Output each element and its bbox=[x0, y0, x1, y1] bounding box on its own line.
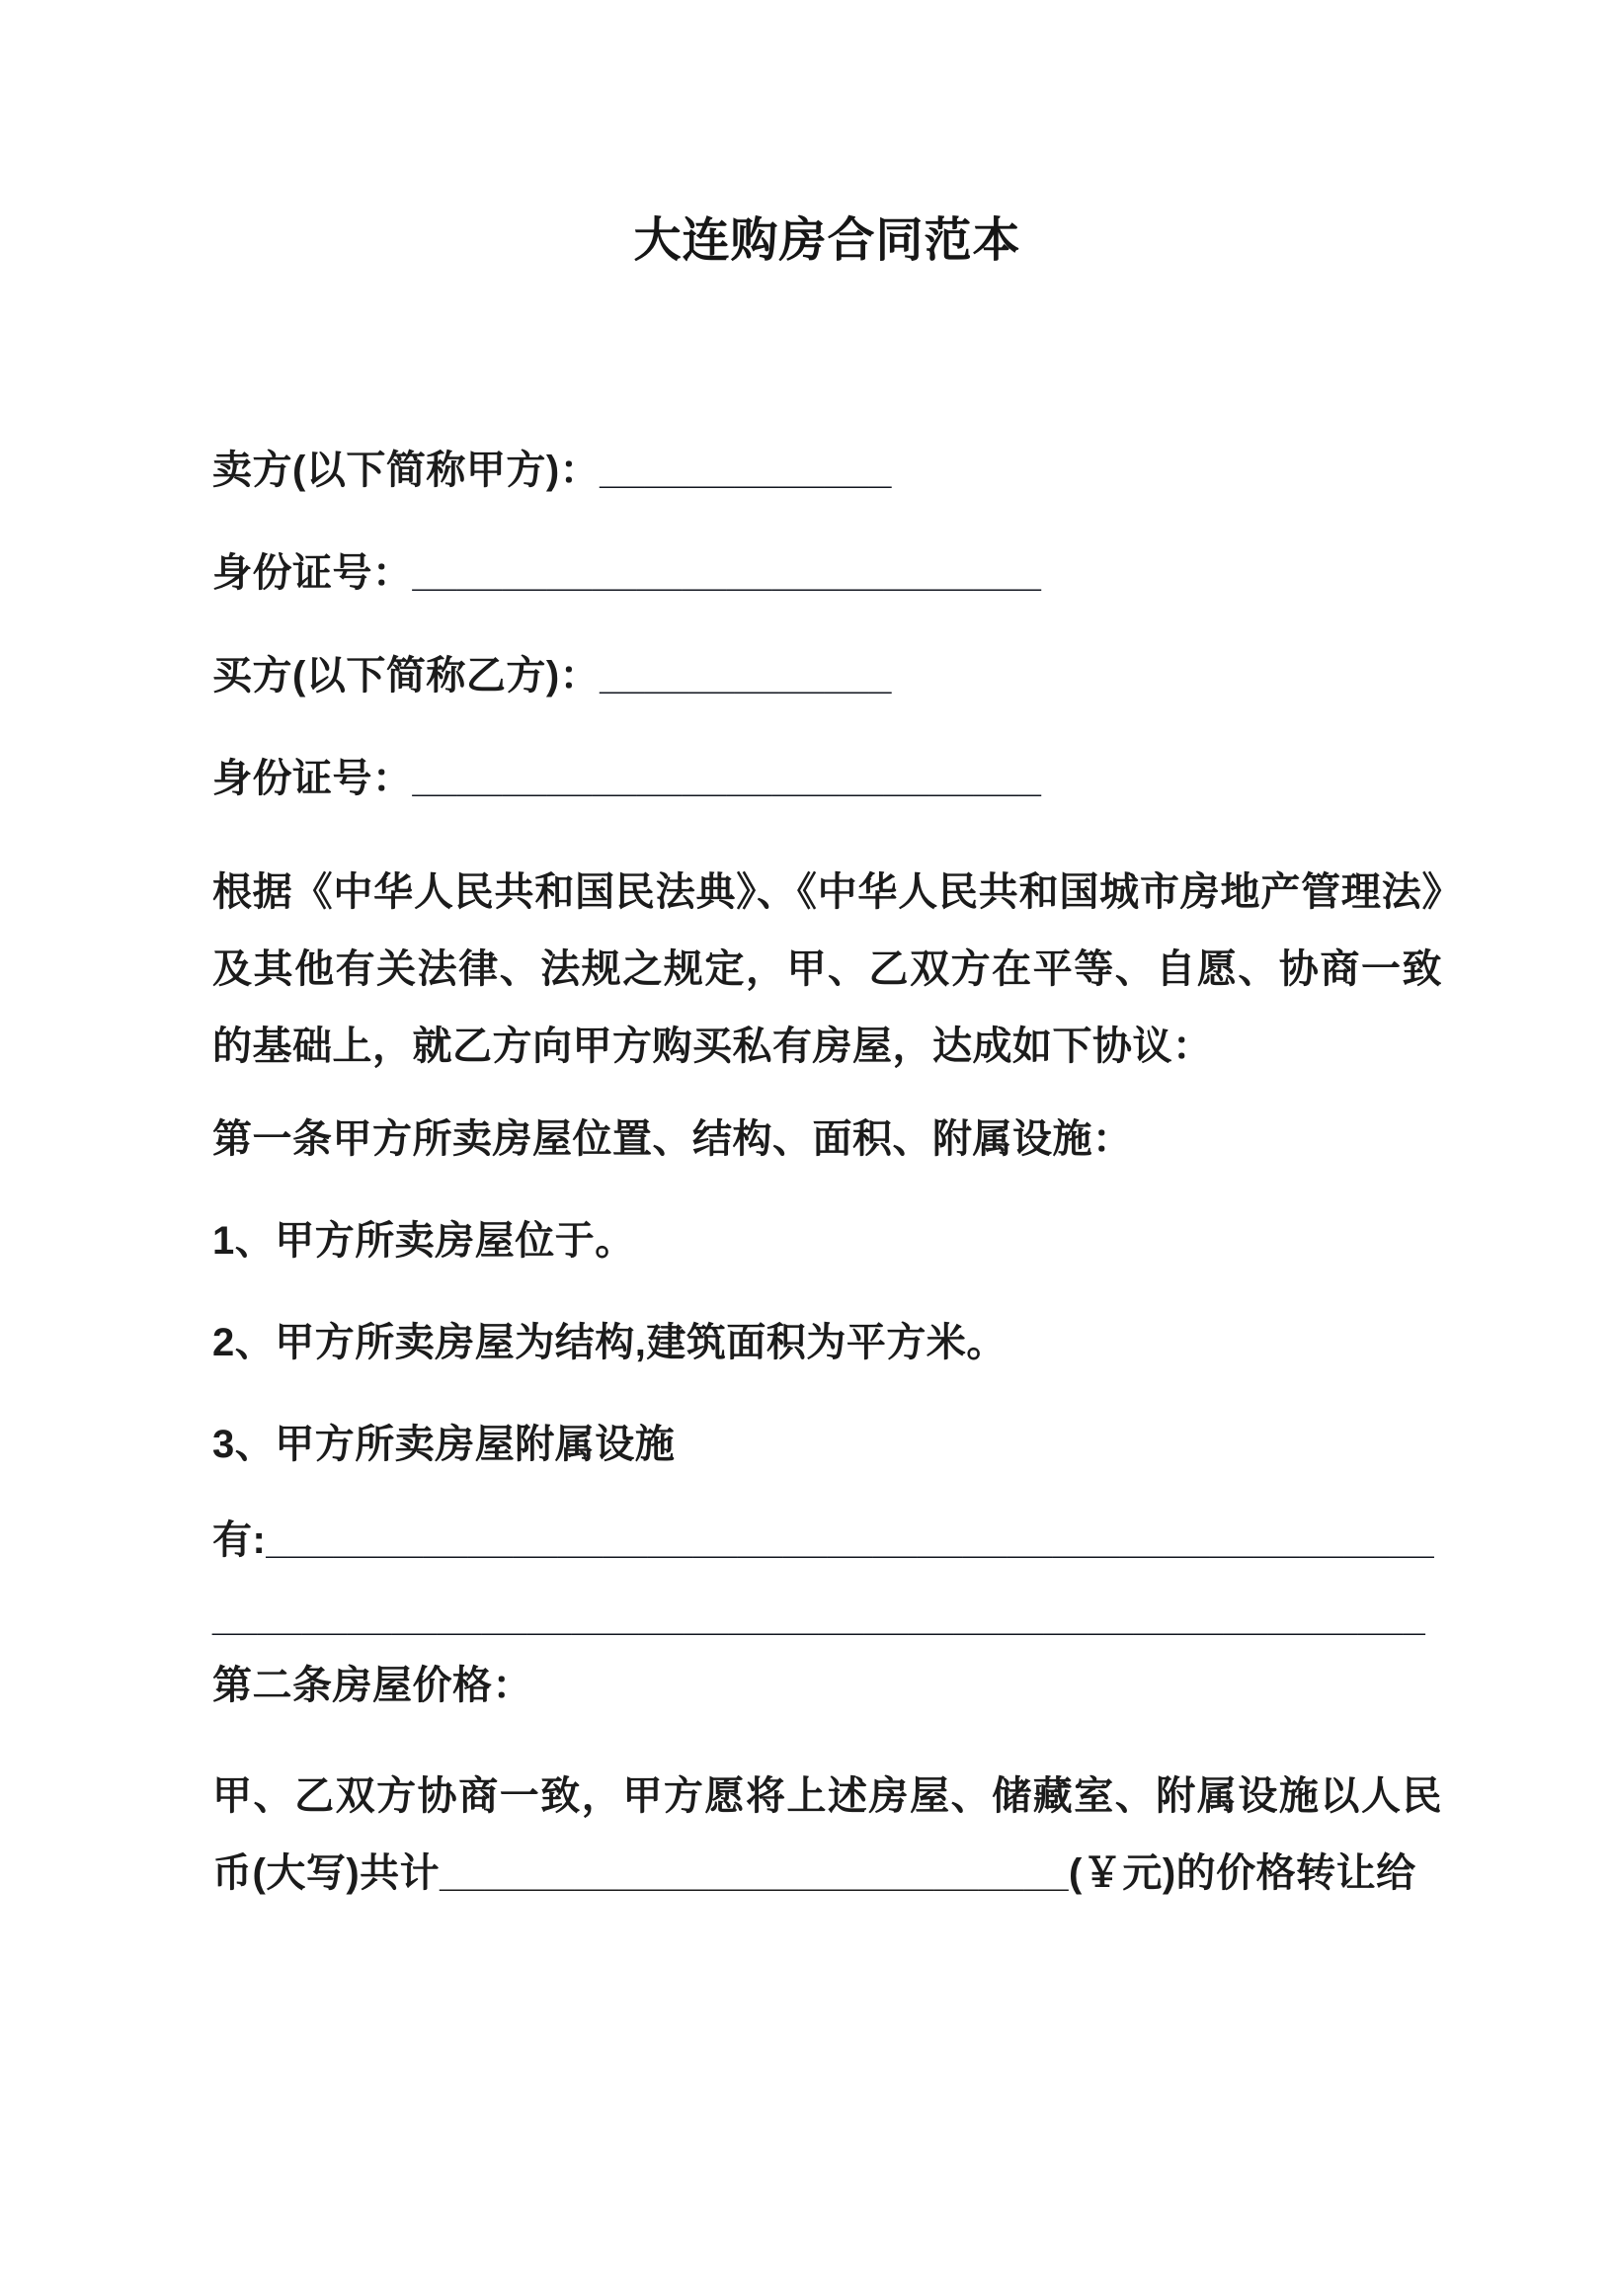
seller-field bbox=[212, 443, 1442, 498]
facilities-blank-line-1: ____________________________________________________ bbox=[266, 1518, 1435, 1562]
buyer-id-label: 身份证号： bbox=[212, 757, 413, 800]
buyer-id-blank-line: ____________________________ bbox=[412, 757, 1042, 800]
seller-label: 卖方(以下简称甲方)： bbox=[212, 449, 601, 492]
seller-id-field bbox=[212, 545, 1442, 601]
clause2-paragraph: 甲、乙双方协商一致，甲方愿将上述房屋、储藏室、附属设施以人民币(大写)共计____________________________(￥元)的价格转让给 bbox=[212, 1774, 1442, 1895]
clause1-item-1: 1、甲方所卖房屋位于。 bbox=[212, 1219, 635, 1263]
seller-blank-line: _____________ bbox=[600, 449, 892, 492]
seller-id-label: 身份证号： bbox=[212, 551, 413, 595]
buyer-field bbox=[212, 648, 1442, 703]
party-fields bbox=[212, 443, 1442, 806]
seller-id-blank-line: ____________________________ bbox=[412, 551, 1042, 595]
facilities-prefix: 有: bbox=[212, 1518, 267, 1562]
document-title: 大连购房合同范本 bbox=[633, 214, 1021, 267]
contract-page bbox=[0, 209, 1612, 2296]
clause1-item-2: 2、甲方所卖房屋为结构,建筑面积为平方米。 bbox=[212, 1321, 1007, 1364]
buyer-label: 买方(以下简称乙方)： bbox=[212, 654, 601, 697]
buyer-id-field bbox=[212, 751, 1442, 806]
clause1-item-3: 3、甲方所卖房屋附属设施 bbox=[212, 1423, 676, 1466]
facilities-fill-in bbox=[212, 1502, 1442, 1656]
preamble-paragraph: 根据《中华人民共和国民法典》、《中华人民共和国城市房地产管理法》及其他有关法律、法规之规定，甲、乙双方在平等、自愿、协商一致的基础上，就乙方向甲方购买私有房屋，达成如下协议： bbox=[212, 870, 1442, 1068]
facilities-blank-line-2: ______________________________________________________ bbox=[212, 1596, 1426, 1639]
clause1-heading: 第一条甲方所卖房屋位置、结构、面积、附属设施： bbox=[212, 1117, 1133, 1161]
clause2-heading: 第二条房屋价格： bbox=[212, 1664, 532, 1707]
buyer-blank-line: _____________ bbox=[600, 654, 892, 697]
